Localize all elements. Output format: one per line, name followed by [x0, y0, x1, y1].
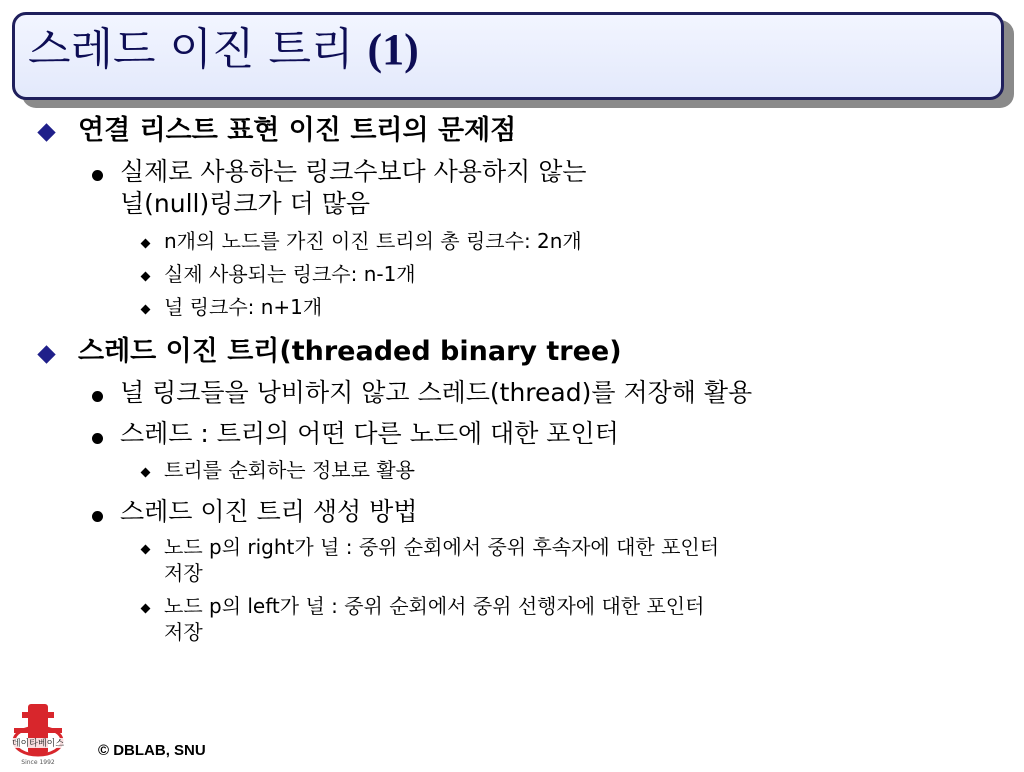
bullet-level3: 노드 p의 left가 널 : 중위 순회에서 중위 선행자에 대한 포인터: [164, 594, 705, 618]
logo-subtext: Since 1992: [21, 759, 55, 766]
logo-text: 데이타베이스: [11, 739, 65, 749]
bullet-level3: n개의 노드를 가진 이진 트리의 총 링크수: 2n개: [164, 229, 582, 253]
bullet-level2: 실제로 사용하는 링크수보다 사용하지 않는: [120, 157, 587, 186]
bullet-level3: 트리를 순회하는 정보로 활용: [164, 458, 415, 482]
title-number: (1): [367, 25, 419, 74]
bullet-level1: 스레드 이진 트리(threaded binary tree): [78, 336, 622, 367]
small-diamond-bullet-icon: [141, 468, 151, 478]
slide-title: [28, 24, 419, 75]
small-diamond-bullet-icon: [141, 604, 151, 614]
title-main: 스레드 이진 트리: [28, 24, 368, 75]
bullet-level3: 실제 사용되는 링크수: n-1개: [164, 262, 416, 286]
bullet-level2: 스레드 이진 트리 생성 방법: [120, 497, 418, 526]
dot-bullet-icon: [92, 433, 103, 444]
bullet-level1: 연결 리스트 표현 이진 트리의 문제점: [78, 115, 517, 146]
database-logo-icon: [0, 698, 76, 768]
bullet-level3: 널 링크수: n+1개: [164, 295, 323, 319]
dot-bullet-icon: [92, 391, 103, 402]
dot-bullet-icon: [92, 170, 103, 181]
bullet-level2-cont: 널(null)링크가 더 많음: [120, 189, 371, 218]
bullet-level3: 노드 p의 right가 널 : 중위 순회에서 중위 후속자에 대한 포인터: [164, 535, 720, 559]
small-diamond-bullet-icon: [141, 272, 151, 282]
small-diamond-bullet-icon: [141, 545, 151, 555]
small-diamond-bullet-icon: [141, 305, 151, 315]
bullet-level3-cont: 저장: [164, 561, 203, 585]
dot-bullet-icon: [92, 511, 103, 522]
bullet-level2: 널 링크들을 낭비하지 않고 스레드(thread)를 저장해 활용: [120, 378, 753, 407]
bullet-level2: 스레드 : 트리의 어떤 다른 노드에 대한 포인터: [120, 419, 619, 448]
small-diamond-bullet-icon: [141, 239, 151, 249]
diamond-bullet-icon: [37, 123, 55, 141]
footer-copyright: © DBLAB, SNU: [98, 742, 206, 759]
diamond-bullet-icon: [37, 345, 55, 363]
dblab-logo: [0, 698, 76, 768]
bullet-level3-cont: 저장: [164, 620, 203, 644]
